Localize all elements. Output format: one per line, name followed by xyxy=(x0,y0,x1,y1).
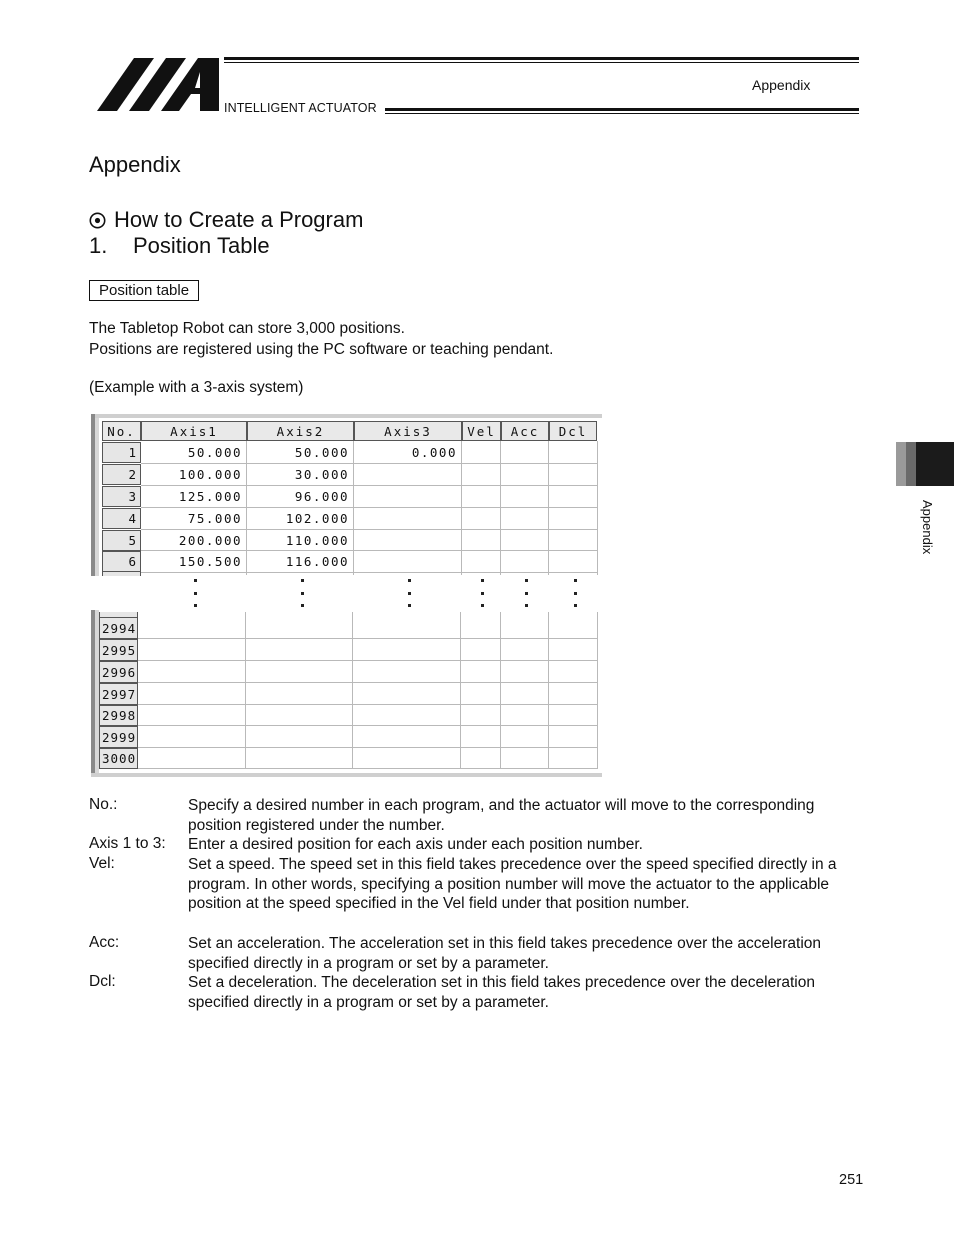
definition-desc: Set an acceleration. The acceleration set in this field takes precedence over the acceleration specified directly in a program or set by a parameter. xyxy=(188,935,822,972)
row-number[interactable]: 5 xyxy=(102,530,141,551)
header-rule-bottom-thin xyxy=(385,113,859,114)
axis3-cell[interactable]: 0.000 xyxy=(411,445,457,460)
table-left-inner xyxy=(95,418,99,576)
grid-line xyxy=(138,660,598,661)
column-header-axis3: Axis3 xyxy=(354,421,462,441)
definition-term: Axis 1 to 3: xyxy=(89,835,166,852)
grid-line xyxy=(352,612,353,769)
grid-line xyxy=(138,725,598,726)
target-bullet-icon xyxy=(89,212,106,229)
header-brand: INTELLIGENT ACTUATOR xyxy=(224,101,377,115)
subsection-title: Position Table xyxy=(133,233,270,258)
subsection-number: 1. xyxy=(89,233,108,258)
header-rule-top xyxy=(224,57,859,60)
grid-line xyxy=(245,612,246,769)
column-header-vel: Vel xyxy=(462,421,501,441)
header-section-title: Appendix xyxy=(752,77,811,93)
table-bottom-border xyxy=(91,773,602,777)
definition-term: Acc: xyxy=(89,934,120,951)
grid-line xyxy=(138,638,598,639)
axis1-cell[interactable]: 50.000 xyxy=(187,445,242,460)
grid-line xyxy=(597,441,598,575)
grid-line xyxy=(460,612,461,769)
row-number[interactable]: 2998 xyxy=(99,705,138,726)
boxed-label: Position table xyxy=(89,280,199,301)
axis1-cell[interactable]: 100.000 xyxy=(178,467,242,482)
section-heading-text: How to Create a Program xyxy=(114,207,364,232)
row-number[interactable]: 3 xyxy=(102,486,141,507)
grid-line xyxy=(138,768,598,769)
row-number[interactable]: 6 xyxy=(102,551,141,572)
grid-line xyxy=(548,441,549,575)
row-number[interactable]: 4 xyxy=(102,508,141,529)
iai-logo xyxy=(97,58,219,111)
grid-line xyxy=(138,682,598,683)
axis2-cell[interactable]: 30.000 xyxy=(294,467,349,482)
page-title: Appendix xyxy=(89,152,181,177)
grid-line xyxy=(353,441,354,575)
header-rule-bottom xyxy=(385,108,859,111)
grid-line xyxy=(141,572,598,573)
table-top-border xyxy=(91,414,602,418)
paragraph-1: The Tabletop Robot can store 3,000 positions. xyxy=(89,320,405,337)
example-caption: (Example with a 3-axis system) xyxy=(89,379,304,396)
definition-term: No.: xyxy=(89,796,118,813)
header-rule-top-thin xyxy=(224,62,859,63)
row-number[interactable]: 1 xyxy=(102,442,141,463)
subsection-heading xyxy=(89,233,270,259)
grid-line xyxy=(141,529,598,530)
axis2-cell[interactable]: 116.000 xyxy=(285,554,349,569)
section-heading xyxy=(89,207,363,233)
side-tab-label: Appendix xyxy=(920,500,935,555)
column-header-dcl: Dcl xyxy=(549,421,597,441)
grid-line xyxy=(141,463,598,464)
column-header-axis2: Axis2 xyxy=(247,421,354,441)
definition-term: Dcl: xyxy=(89,973,116,990)
row-number[interactable]: 2 xyxy=(102,464,141,485)
column-header-acc: Acc xyxy=(501,421,549,441)
grid-line xyxy=(138,747,598,748)
axis1-cell[interactable]: 75.000 xyxy=(187,511,242,526)
row-number[interactable]: 3000 xyxy=(99,748,138,769)
row-number[interactable]: 2994 xyxy=(99,617,138,639)
definition-desc: Set a speed. The speed set in this field takes precedence over the speed specified directly in a program. In other words, specifying a position number will move the actuator to the applicable position at the speed specified in the Vel field under that position number. xyxy=(188,856,837,913)
axis2-cell[interactable]: 102.000 xyxy=(285,511,349,526)
row-number-partial xyxy=(102,572,141,576)
grid-line xyxy=(597,612,598,769)
row-number[interactable]: 2995 xyxy=(99,639,138,661)
definition-desc: Specify a desired number in each program, and the actuator will move to the corresponding position registered under the number. xyxy=(188,797,815,834)
row-number[interactable]: 2999 xyxy=(99,726,138,748)
grid-line xyxy=(461,441,462,575)
axis1-cell[interactable]: 125.000 xyxy=(178,489,242,504)
grid-line xyxy=(141,550,598,551)
definition-desc: Enter a desired position for each axis under each position number. xyxy=(188,836,643,853)
column-header-no: No. xyxy=(102,421,141,441)
grid-line xyxy=(548,612,549,769)
axis2-cell[interactable]: 50.000 xyxy=(294,445,349,460)
axis2-cell[interactable]: 110.000 xyxy=(285,533,349,548)
definition-desc: Set a deceleration. The deceleration set in this field takes precedence over the deceleration specified directly in a program or set by a parameter. xyxy=(188,974,815,1011)
side-tab-dark xyxy=(916,442,954,486)
grid-line xyxy=(500,441,501,575)
row-number[interactable]: 2997 xyxy=(99,683,138,705)
side-tab-mid xyxy=(906,442,916,486)
definition-term: Vel: xyxy=(89,855,115,872)
axis2-cell[interactable]: 96.000 xyxy=(294,489,349,504)
grid-line xyxy=(500,612,501,769)
axis1-cell[interactable]: 150.500 xyxy=(178,554,242,569)
grid-line xyxy=(141,485,598,486)
grid-line xyxy=(138,704,598,705)
side-tab-light xyxy=(896,442,906,486)
grid-line xyxy=(141,507,598,508)
axis1-cell[interactable]: 200.000 xyxy=(178,533,242,548)
row-number[interactable]: 2996 xyxy=(99,661,138,683)
column-header-axis1: Axis1 xyxy=(141,421,247,441)
page-number: 251 xyxy=(839,1172,864,1188)
paragraph-2: Positions are registered using the PC software or teaching pendant. xyxy=(89,341,554,358)
